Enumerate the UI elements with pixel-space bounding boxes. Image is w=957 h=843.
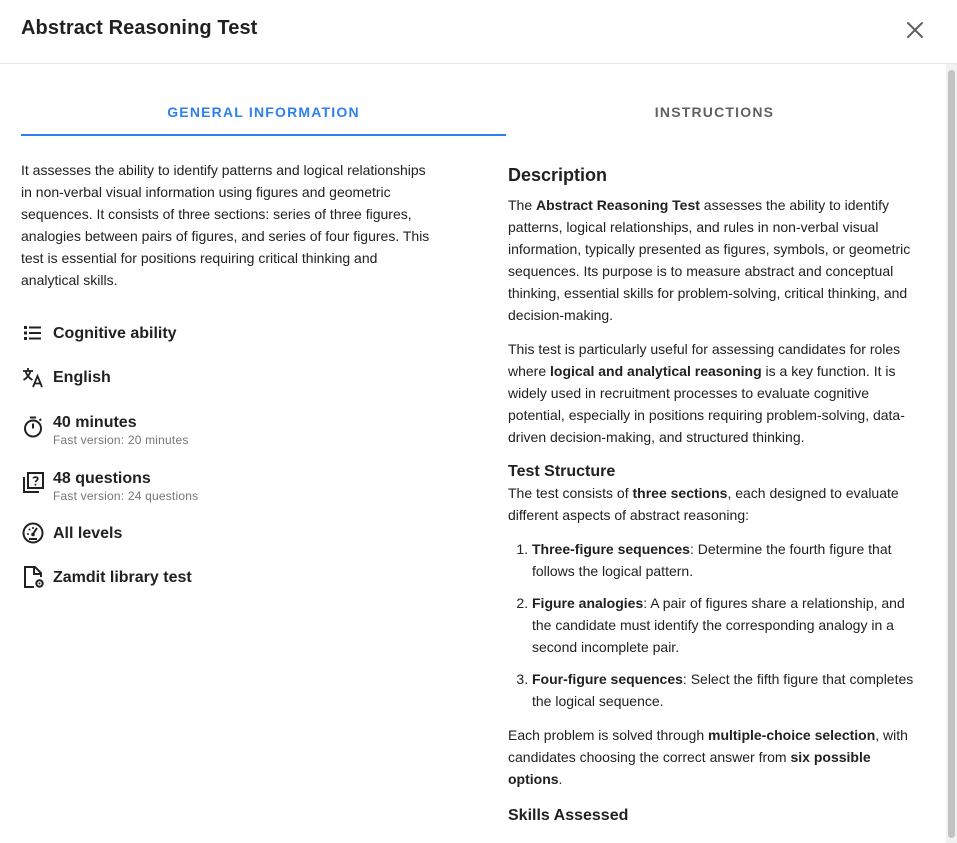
- info-label: 48 questions: [53, 470, 151, 487]
- dialog-title: Abstract Reasoning Test: [21, 17, 258, 39]
- info-label: All levels: [53, 525, 123, 542]
- scrollbar-thumb[interactable]: [948, 70, 955, 838]
- list-item: 2. Figure analogies: A pair of figures share a relationship, and the candidate must identify the corresponding analogy in a second incomplete pair.: [532, 592, 926, 658]
- info-label: 40 minutes: [53, 414, 137, 431]
- file-settings-icon: [21, 565, 45, 589]
- close-icon[interactable]: [902, 17, 928, 43]
- description-heading: Description: [508, 165, 608, 185]
- quiz-icon: [21, 471, 45, 495]
- info-label: Zamdit library test: [53, 569, 192, 586]
- structure-list: [532, 538, 926, 712]
- tab-bar: [21, 88, 926, 136]
- info-sublabel: Fast version: 24 questions: [53, 489, 199, 503]
- structure-closing: Each problem is solved through multiple-choice selection, with candidates choosing the correct answer from six possible options.: [508, 727, 908, 787]
- info-label: Cognitive ability: [53, 325, 177, 342]
- tab-instructions[interactable]: INSTRUCTIONS: [654, 104, 775, 120]
- info-sublabel: Fast version: 20 minutes: [53, 433, 189, 447]
- scrollbar[interactable]: [946, 64, 957, 843]
- description-panel: [508, 160, 926, 826]
- timer-icon: [21, 415, 45, 439]
- description-paragraph-1: The Abstract Reasoning Test assesses the ability to identify patterns, logical relationships, and rules in non-verbal visual information, typically presented as figures, symbols, or geometric sequences. Its purpose is to measure abstract and conceptual thinking, essential skills for problem-solving, critical thinking, and decision-making.: [508, 197, 911, 323]
- structure-heading: Test Structure: [508, 463, 616, 480]
- list-item: 1. Three-figure sequences: Determine the fourth figure that follows the logical pattern.: [532, 538, 926, 582]
- skills-heading: Skills Assessed: [508, 807, 629, 824]
- description-paragraph-2: This test is particularly useful for assessing candidates for roles where logical and analytical reasoning is a key function. It is widely used in recruitment processes to evaluate cognitive potential, especially in positions requiring problem-solving, data-driven decision-making, and structured thinking.: [508, 341, 905, 445]
- info-label: English: [53, 369, 111, 386]
- dialog-header: [0, 0, 957, 64]
- list-item: 3. Four-figure sequences: Select the fifth figure that completes the logical sequence.: [532, 668, 926, 712]
- tab-general-information[interactable]: GENERAL INFORMATION: [21, 88, 506, 136]
- translate-icon: [21, 365, 45, 389]
- structure-intro: The test consists of three sections, each designed to evaluate different aspects of abstract reasoning:: [508, 485, 899, 523]
- speedometer-icon: [21, 521, 45, 545]
- test-summary: It assesses the ability to identify patterns and logical relationships in non-verbal visual information using figures and geometric sequences. It consists of three sections: series of three figures, analogies between pairs of figures, and series of four figures. This test is essential for positions requiring critical thinking and analytical skills.: [21, 162, 430, 288]
- list-icon: [21, 321, 45, 345]
